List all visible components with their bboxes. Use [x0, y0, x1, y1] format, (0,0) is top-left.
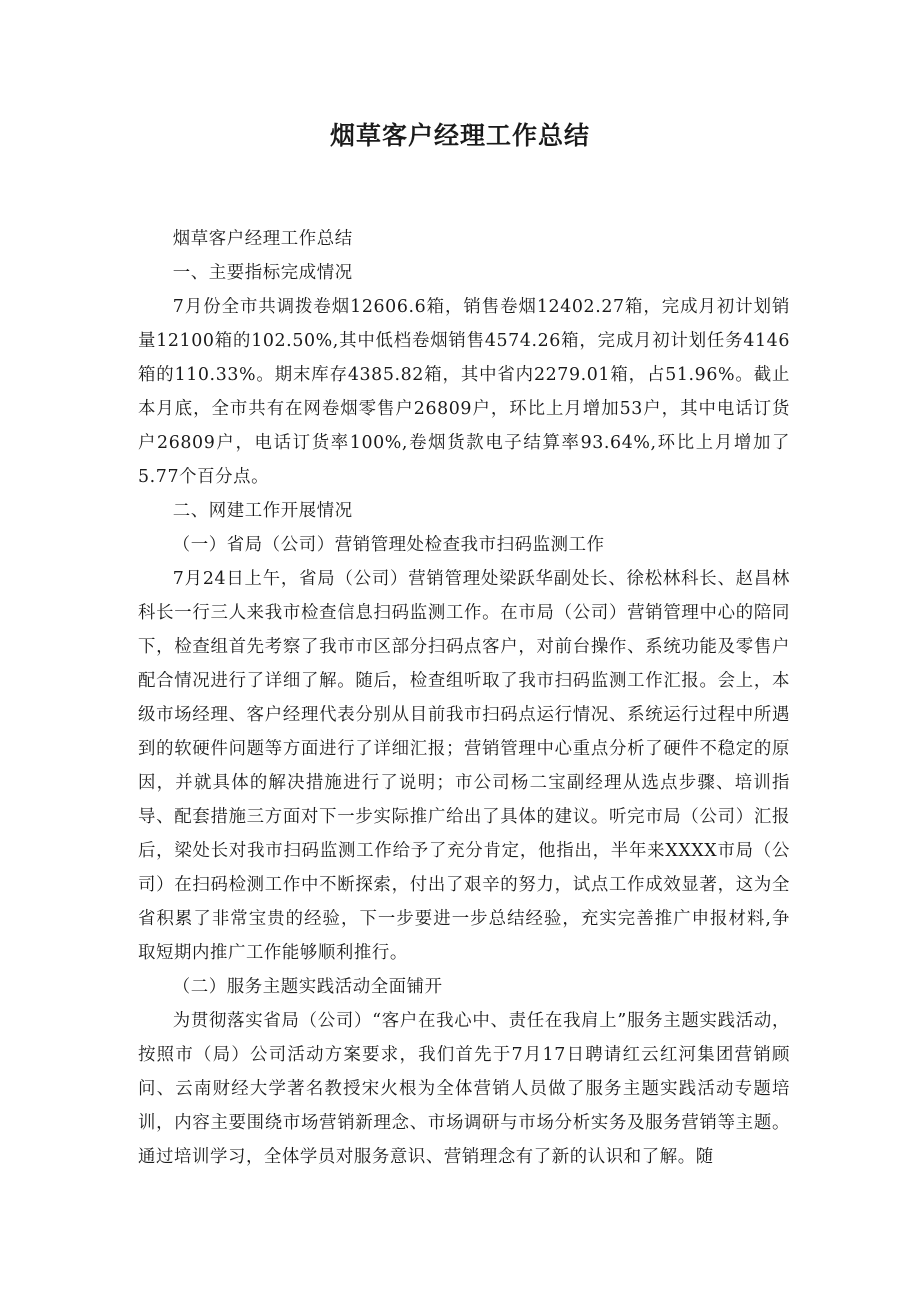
document-title: 烟草客户经理工作总结	[329, 121, 590, 150]
paragraph-indicators: 7月份全市共调拨卷烟12606.6箱，销售卷烟12402.27箱，完成月初计划销量12100箱的102.50%,其中低档卷烟销售4574.26箱，完成月初计划任务4146箱的110.33%。期末库存4385.82箱，其中省内2279.01箱，占51.96%。截止本月底，全市共有在网卷烟零售户26809户，环比上月增加53户，其中电话订货户26809户，电话订货率100%,卷烟货款电子结算率93.64%,环比上月增加了5.77个百分点。	[138, 297, 790, 487]
document-body	[138, 222, 790, 1174]
paragraph-subtitle: 烟草客户经理工作总结	[172, 229, 353, 249]
heading-subsection-2: （二）服务主题实践活动全面铺开	[172, 977, 443, 997]
heading-subsection-1: （一）省局（公司）营销管理处检查我市扫码监测工作	[172, 535, 605, 555]
heading-section-2: 二、网建工作开展情况	[172, 501, 353, 521]
paragraph-inspection: 7月24日上午，省局（公司）营销管理处梁跃华副处长、徐松林科长、赵昌林科长一行三人来我市检查信息扫码监测工作。在市局（公司）营销管理中心的陪同下，检查组首先考察了我市市区部分扫码点客户，对前台操作、系统功能及零售户配合情况进行了详细了解。随后，检查组听取了我市扫码监测工作汇报。会上，本级市场经理、客户经理代表分别从目前我市扫码点运行情况、系统运行过程中所遇到的软硬件问题等方面进行了详细汇报；营销管理中心重点分析了硬件不稳定的原因，并就具体的解决措施进行了说明；市公司杨二宝副经理从选点步骤、培训指导、配套措施三方面对下一步实际推广给出了具体的建议。听完市局（公司）汇报后，梁处长对我市扫码监测工作给予了充分肯定，他指出，半年来XXXX市局（公司）在扫码检测工作中不断探索，付出了艰辛的努力，试点工作成效显著，这为全省积累了非常宝贵的经验，下一步要进一步总结经验，充实完善推广申报材料,争取短期内推广工作能够顺利推行。	[138, 569, 790, 963]
heading-section-1: 一、主要指标完成情况	[172, 263, 353, 283]
paragraph-service-activity: 为贯彻落实省局（公司）“客户在我心中、责任在我肩上”服务主题实践活动，按照市（局）公司活动方案要求，我们首先于7月17日聘请红云红河集团营销顾问、云南财经大学著名教授宋火根为全体营销人员做了服务主题实践活动专题培训，内容主要围绕市场营销新理念、市场调研与市场分析实务及服务营销等主题。通过培训学习，全体学员对服务意识、营销理念有了新的认识和了解。随	[138, 1011, 790, 1167]
